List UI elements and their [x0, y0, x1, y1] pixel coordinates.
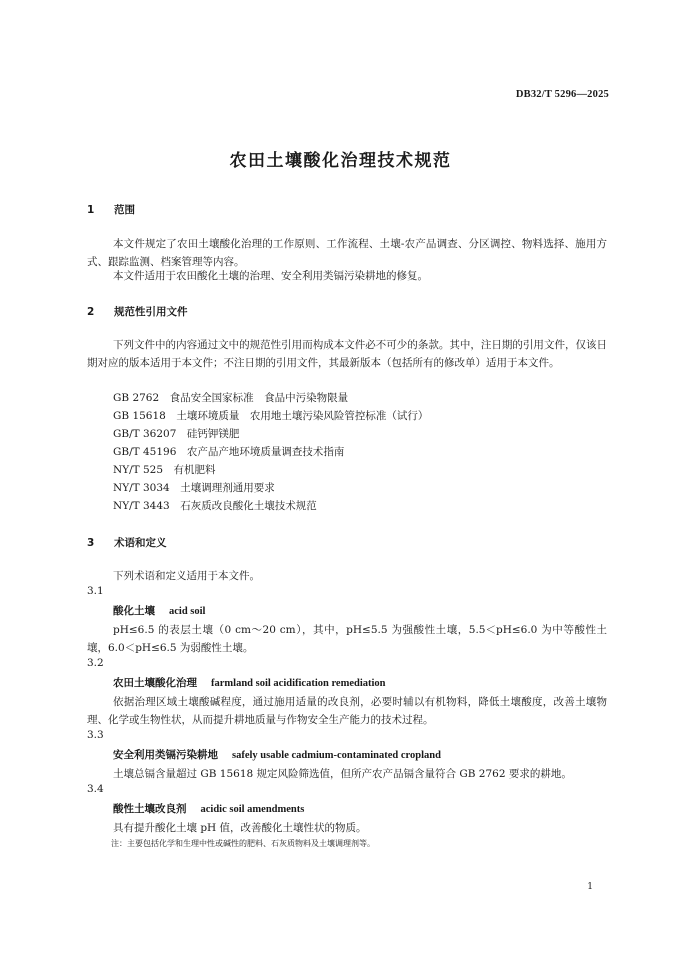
- section-2-heading: [87, 304, 188, 319]
- term-number: 3.4: [87, 783, 104, 795]
- reference-code: GB 2762: [113, 392, 160, 404]
- term-note: 注：主要包括化学和生理中性或碱性的肥料、石灰质物料及土壤调理剂等。: [111, 839, 375, 848]
- reference-title: 土壤调理剂通用要求: [180, 482, 275, 494]
- reference-item: [113, 407, 428, 425]
- term-heading: [113, 675, 386, 690]
- section-1-paragraph-1: 本文件规定了农田土壤酸化治理的工作原则、工作流程、土壤-农产品调查、分区调控、物料选择、施用方式、跟踪监测、档案管理等内容。: [87, 238, 607, 268]
- reference-code: GB/T 45196: [113, 446, 177, 458]
- term-zh: 酸性土壤改良剂: [113, 803, 187, 815]
- term-heading: [113, 801, 304, 816]
- reference-code: NY/T 3034: [113, 482, 170, 494]
- section-1-heading: [87, 202, 135, 217]
- term-zh: 酸化土壤: [113, 605, 155, 617]
- term-number: 3.1: [87, 585, 104, 597]
- section-3-heading: [87, 535, 167, 550]
- term-definition: pH≤6.5 的表层土壤（0 cm～20 cm），其中，pH≤5.5 为强酸性土壤，5.5＜pH≤6.0 为中等酸性土壤，6.0＜pH≤6.5 为弱酸性土壤。: [87, 624, 607, 654]
- section-title: 术语和定义: [114, 537, 167, 549]
- section-number: 2: [87, 306, 95, 318]
- term-zh: 安全利用类镉污染耕地: [113, 749, 218, 761]
- document-code: DB32/T 5296—2025: [515, 89, 609, 100]
- section-number: 1: [87, 204, 95, 216]
- term-heading: [113, 747, 441, 762]
- term-en: farmland soil acidification remediation: [211, 678, 386, 689]
- section-1-paragraph-2: 本文件适用于农田酸化土壤的治理、安全利用类镉污染耕地的修复。: [113, 270, 428, 282]
- reference-code: GB 15618: [113, 410, 166, 422]
- page-number: 1: [587, 882, 593, 892]
- term-number: 3.3: [87, 729, 104, 741]
- reference-title: 土壤环境质量 农用地土壤污染风险管控标准（试行）: [176, 410, 429, 422]
- reference-code: GB/T 36207: [113, 428, 177, 440]
- reference-title: 石灰质改良酸化土壤技术规范: [180, 500, 317, 512]
- section-number: 3: [87, 537, 95, 549]
- reference-code: NY/T 3443: [113, 500, 170, 512]
- reference-item: [113, 479, 275, 497]
- term-number: 3.2: [87, 657, 104, 669]
- term-definition: 土壤总镉含量超过 GB 15618 规定风险筛选值，但所产农产品镉含量符合 GB 2762 要求的耕地。: [113, 768, 572, 780]
- term-definition: 依据治理区域土壤酸碱程度，通过施用适量的改良剂，必要时辅以有机物料，降低土壤酸度，改善土壤物理、化学或生物性状，从而提升耕地质量与作物安全生产能力的技术过程。: [87, 696, 607, 726]
- section-title: 规范性引用文件: [114, 306, 188, 318]
- term-definition: 具有提升酸化土壤 pH 值，改善酸化土壤性状的物质。: [113, 822, 367, 834]
- reference-item: [113, 497, 317, 515]
- reference-title: 食品安全国家标准 食品中污染物限量: [169, 392, 349, 404]
- term-en: acidic soil amendments: [200, 804, 305, 815]
- reference-item: [113, 389, 348, 407]
- reference-code: NY/T 525: [113, 464, 164, 476]
- section-2-intro: 下列文件中的内容通过文中的规范性引用而构成本文件必不可少的条款。其中，注日期的引用文件，仅该日期对应的版本适用于本文件；不注日期的引用文件，其最新版本（包括所有的修改单）适用于本文件。: [87, 339, 607, 369]
- term-en: safely usable cadmium-contaminated cropland: [232, 750, 441, 761]
- reference-title: 硅钙钾镁肥: [186, 428, 240, 440]
- term-heading: [113, 603, 205, 618]
- term-en: acid soil: [169, 606, 206, 617]
- term-zh: 农田土壤酸化治理: [113, 677, 197, 689]
- document-title: 农田土壤酸化治理技术规范: [229, 151, 452, 171]
- section-title: 范围: [114, 204, 135, 216]
- reference-item: [113, 443, 344, 461]
- reference-item: [113, 425, 239, 443]
- reference-title: 有机肥料: [173, 464, 216, 476]
- reference-item: [113, 461, 216, 479]
- reference-title: 农产品产地环境质量调查技术指南: [186, 446, 345, 458]
- section-3-intro: 下列术语和定义适用于本文件。: [113, 570, 260, 582]
